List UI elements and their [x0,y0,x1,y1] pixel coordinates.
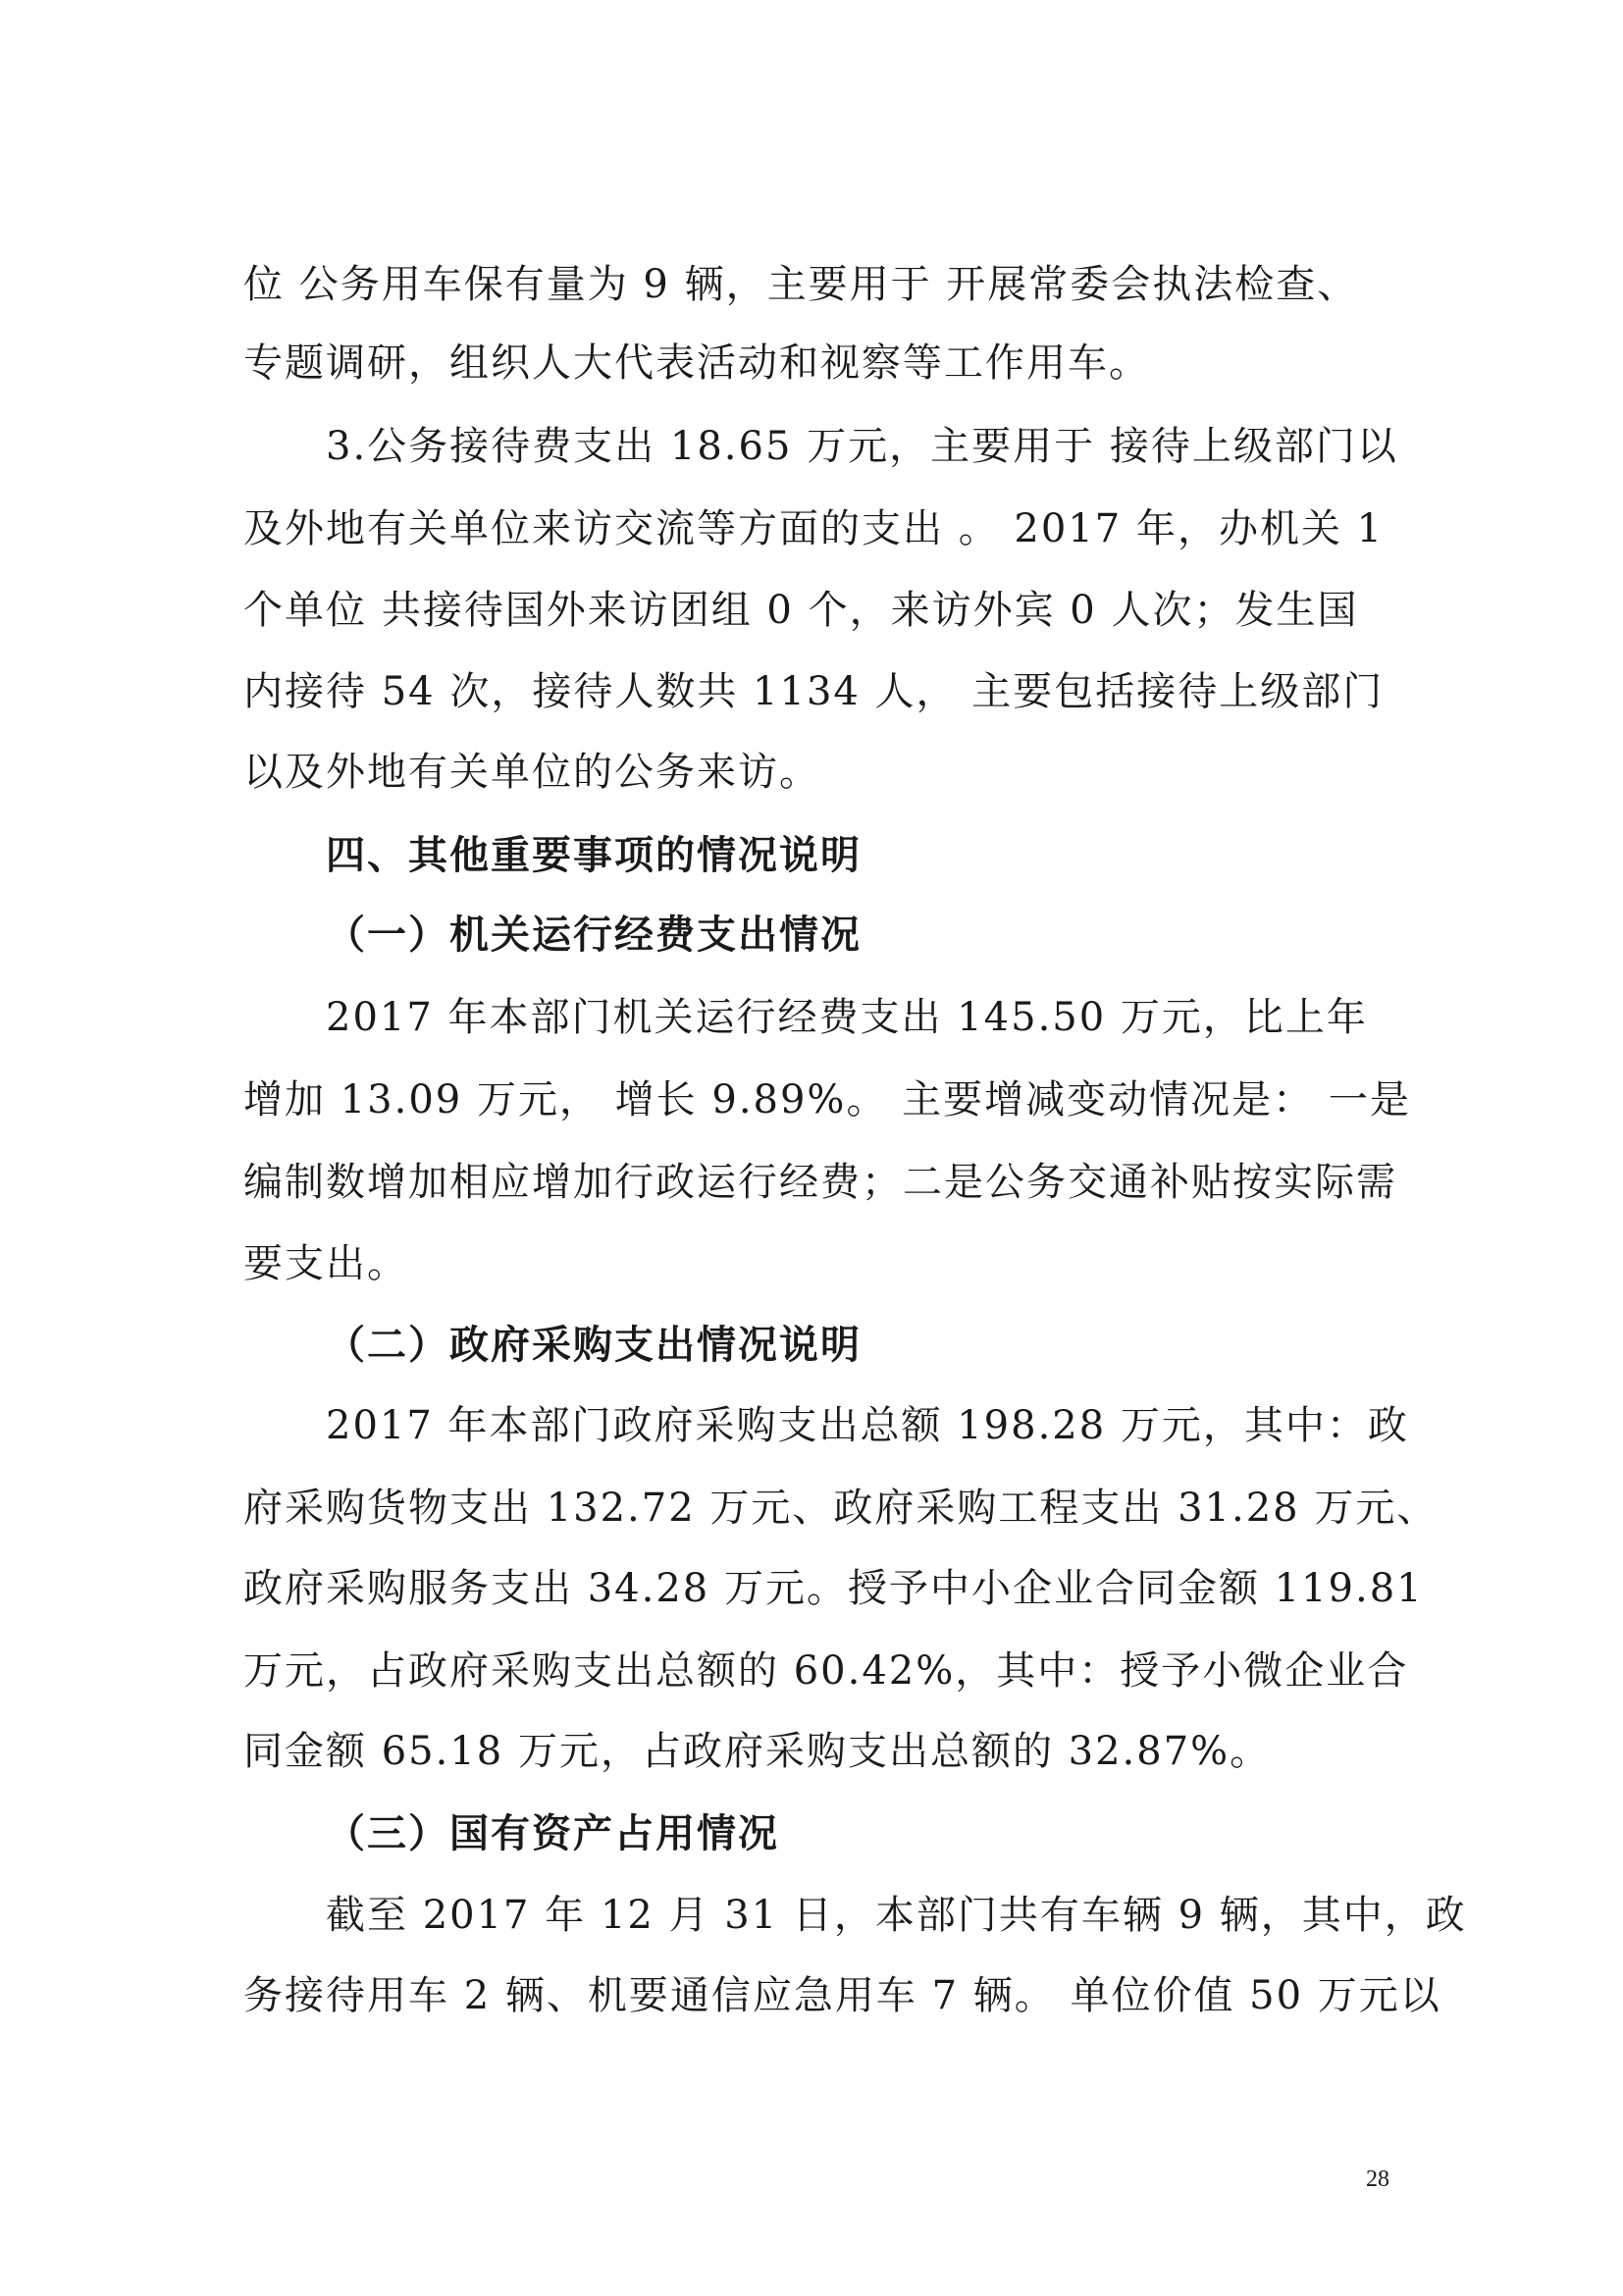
text-line: 截至 2017 年 12 月 31 日，本部门共有车辆 9 辆，其中，政 [326,1893,1467,1938]
text-line: 位 公务用车保有量为 9 辆，主要用于 开展常委会执法检查、 [243,262,1359,307]
text-line: 政府采购服务支出 34.28 万元。授予中小企业合同金额 119.81 [243,1566,1424,1611]
text-line: 专题调研，组织人大代表活动和视察等工作用车。 [243,340,1150,386]
text-line: 个单位 共接待国外来访团组 0 个，来访外宾 0 人次；发生国 [243,588,1359,633]
text-line: 及外地有关单位来访交流等方面的支出 。 2017 年，办机关 1 [243,506,1385,551]
subsection-heading: （二）政府采购支出情况说明 [326,1322,862,1368]
text-line: 2017 年本部门政府采购支出总额 198.28 万元，其中：政 [326,1403,1409,1448]
text-line: 同金额 65.18 万元，占政府采购支出总额的 32.87%。 [243,1729,1272,1774]
section-heading: 四、其他重要事项的情况说明 [326,832,862,878]
text-line: 增加 13.09 万元， 增长 9.89%。 主要增减变动情况是： 一是 [243,1077,1411,1122]
text-line: 要支出。 [243,1241,408,1286]
text-line: 3.公务接待费支出 18.65 万元，主要用于 接待上级部门以 [326,424,1398,469]
page-number: 28 [1366,2166,1389,2192]
text-line: 编制数增加相应增加行政运行经费；二是公务交通补贴按实际需 [243,1160,1397,1205]
text-line: 以及外地有关单位的公务来访。 [243,750,820,795]
text-line: 务接待用车 2 辆、机要通信应急用车 7 辆。 单位价值 50 万元以 [243,1973,1441,2018]
text-line: 府采购货物支出 132.72 万元、政府采购工程支出 31.28 万元、 [243,1486,1439,1531]
subsection-heading: （一）机关运行经费支出情况 [326,912,862,958]
subsection-heading: （三）国有资产占用情况 [326,1810,779,1856]
text-line: 内接待 54 次，接待人数共 1134 人， 主要包括接待上级部门 [243,669,1385,714]
text-line: 万元，占政府采购支出总额的 60.42%，其中：授予小微企业合 [243,1648,1409,1694]
text-line: 2017 年本部门机关运行经费支出 145.50 万元，比上年 [326,995,1368,1040]
